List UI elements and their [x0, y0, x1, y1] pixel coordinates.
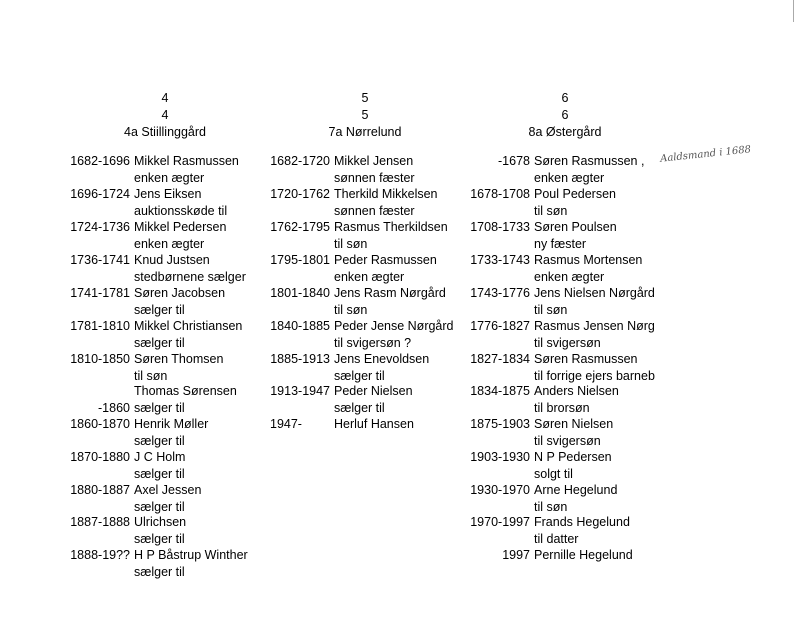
owner-name: Jens Eiksen	[134, 187, 202, 201]
owner-name: Mikkel Rasmussen	[134, 154, 239, 168]
years: 1997	[502, 548, 530, 562]
years: 1875-1903	[470, 417, 530, 431]
column-header-3	[510, 90, 620, 141]
transfer-note: sælger til	[134, 336, 185, 350]
transfer-note: sælger til	[134, 500, 185, 514]
years: 1795-1801	[270, 253, 330, 267]
transfer-note: sælger til	[134, 532, 185, 546]
owner-name: Mikkel Pedersen	[134, 220, 227, 234]
years: 1736-1741	[70, 253, 130, 267]
years: 1880-1887	[70, 483, 130, 497]
owner-name: Henrik Møller	[134, 417, 209, 431]
years: 1888-19??	[70, 548, 130, 562]
owner-name: Rasmus Therkildsen	[334, 220, 448, 234]
owner-name: Jens Nielsen Nørgård	[534, 286, 655, 300]
years: 1682-1720	[270, 154, 330, 168]
transfer-note: til søn	[334, 237, 368, 251]
years: 1887-1888	[70, 515, 130, 529]
years: 1970-1997	[470, 515, 530, 529]
owner-name: Søren Rasmussen ,	[534, 154, 645, 168]
years: 1708-1733	[470, 220, 530, 234]
owner-name: Peder Jense Nørgård	[334, 319, 454, 333]
transfer-note: sælger til	[134, 303, 185, 317]
transfer-note: solgt til	[534, 467, 573, 481]
transfer-note: til svigersøn ?	[334, 336, 412, 350]
owner-name: Frands Hegelund	[534, 515, 630, 529]
years: -1860	[98, 401, 130, 415]
owner-name: Jens Enevoldsen	[334, 352, 430, 366]
column-number: 5	[361, 108, 369, 122]
farm-title: 4a Stiillinggård	[124, 125, 206, 139]
years: -1678	[498, 154, 530, 168]
transfer-note: sælger til	[334, 369, 385, 383]
transfer-note: til søn	[534, 204, 568, 218]
years: 1696-1724	[70, 187, 130, 201]
years: 1776-1827	[470, 319, 530, 333]
transfer-note: til søn	[134, 369, 168, 383]
transfer-note: til svigersøn	[534, 336, 601, 350]
years: 1947-	[270, 417, 302, 431]
years: 1827-1834	[470, 352, 530, 366]
scan-edge-line	[793, 0, 794, 22]
owner-name: Thomas Sørensen	[134, 384, 237, 398]
years: 1741-1781	[70, 286, 130, 300]
years: 1762-1795	[270, 220, 330, 234]
transfer-note: ny fæster	[534, 237, 587, 251]
years: 1834-1875	[470, 384, 530, 398]
owner-name: Poul Pedersen	[534, 187, 617, 201]
years: 1810-1850	[70, 352, 130, 366]
owner-name: Søren Poulsen	[534, 220, 617, 234]
column-number: 4	[161, 108, 169, 122]
years: 1870-1880	[70, 450, 130, 464]
owner-name: Peder Nielsen	[334, 384, 413, 398]
years: 1743-1776	[470, 286, 530, 300]
transfer-note: til datter	[534, 532, 579, 546]
transfer-note: enken ægter	[534, 270, 605, 284]
years: 1913-1947	[270, 384, 330, 398]
owner-name: Søren Rasmussen	[534, 352, 638, 366]
years: 1724-1736	[70, 220, 130, 234]
column-number: 4	[161, 91, 169, 105]
transfer-note: sælger til	[134, 434, 185, 448]
owner-name: Jens Rasm Nørgård	[334, 286, 446, 300]
column-header-2	[310, 90, 420, 141]
owner-name: Herluf Hansen	[334, 417, 414, 431]
transfer-note: enken ægter	[534, 171, 605, 185]
years: 1678-1708	[470, 187, 530, 201]
transfer-note: til svigersøn	[534, 434, 601, 448]
transfer-note: til søn	[334, 303, 368, 317]
transfer-note: enken ægter	[134, 237, 205, 251]
transfer-note: til forrige ejers barneb	[534, 369, 655, 383]
years: 1733-1743	[470, 253, 530, 267]
years: 1903-1930	[470, 450, 530, 464]
transfer-note: til søn	[534, 500, 568, 514]
transfer-note: sønnen fæster	[334, 171, 415, 185]
farm-title: 7a Nørrelund	[328, 125, 402, 139]
owner-name: Pernille Hegelund	[534, 548, 633, 562]
years: 1885-1913	[270, 352, 330, 366]
transfer-note: auktionsskøde til	[134, 204, 228, 218]
farm-title: 8a Østergård	[528, 125, 602, 139]
column-header-1	[110, 90, 220, 141]
transfer-note: enken ægter	[134, 171, 205, 185]
owner-name: N P Pedersen	[534, 450, 612, 464]
transfer-note: til søn	[534, 303, 568, 317]
transfer-note: sælger til	[134, 565, 185, 579]
owner-name: Mikkel Jensen	[334, 154, 414, 168]
years: 1801-1840	[270, 286, 330, 300]
owner-name: Axel Jessen	[134, 483, 202, 497]
owner-name: Ulrichsen	[134, 515, 187, 529]
years: 1682-1696	[70, 154, 130, 168]
owner-name: Arne Hegelund	[534, 483, 618, 497]
owner-name: Therkild Mikkelsen	[334, 187, 438, 201]
column-number: 6	[561, 91, 569, 105]
owner-name: Søren Nielsen	[534, 417, 614, 431]
transfer-note: sælger til	[334, 401, 385, 415]
owner-name: Knud Justsen	[134, 253, 210, 267]
transfer-note: enken ægter	[334, 270, 405, 284]
years: 1860-1870	[70, 417, 130, 431]
years: 1840-1885	[270, 319, 330, 333]
handwritten-annotation: Aaldsmand i 1688	[659, 144, 752, 165]
owner-name: H P Båstrup Winther	[134, 548, 248, 562]
transfer-note: sønnen fæster	[334, 204, 415, 218]
transfer-note: stedbørnene sælger	[134, 270, 246, 284]
years: 1781-1810	[70, 319, 130, 333]
column-number: 6	[561, 108, 569, 122]
years: 1720-1762	[270, 187, 330, 201]
owner-name: Peder Rasmussen	[334, 253, 437, 267]
transfer-note: til brorsøn	[534, 401, 590, 415]
owner-name: Rasmus Mortensen	[534, 253, 643, 267]
owner-name: J C Holm	[134, 450, 186, 464]
owner-name: Anders Nielsen	[534, 384, 619, 398]
column-number: 5	[361, 91, 369, 105]
transfer-note: sælger til	[134, 467, 185, 481]
owner-name: Søren Jacobsen	[134, 286, 226, 300]
years: 1930-1970	[470, 483, 530, 497]
owner-name: sælger til	[134, 401, 185, 415]
owner-name: Rasmus Jensen Nørg	[534, 319, 655, 333]
owner-name: Søren Thomsen	[134, 352, 224, 366]
owner-name: Mikkel Christiansen	[134, 319, 243, 333]
